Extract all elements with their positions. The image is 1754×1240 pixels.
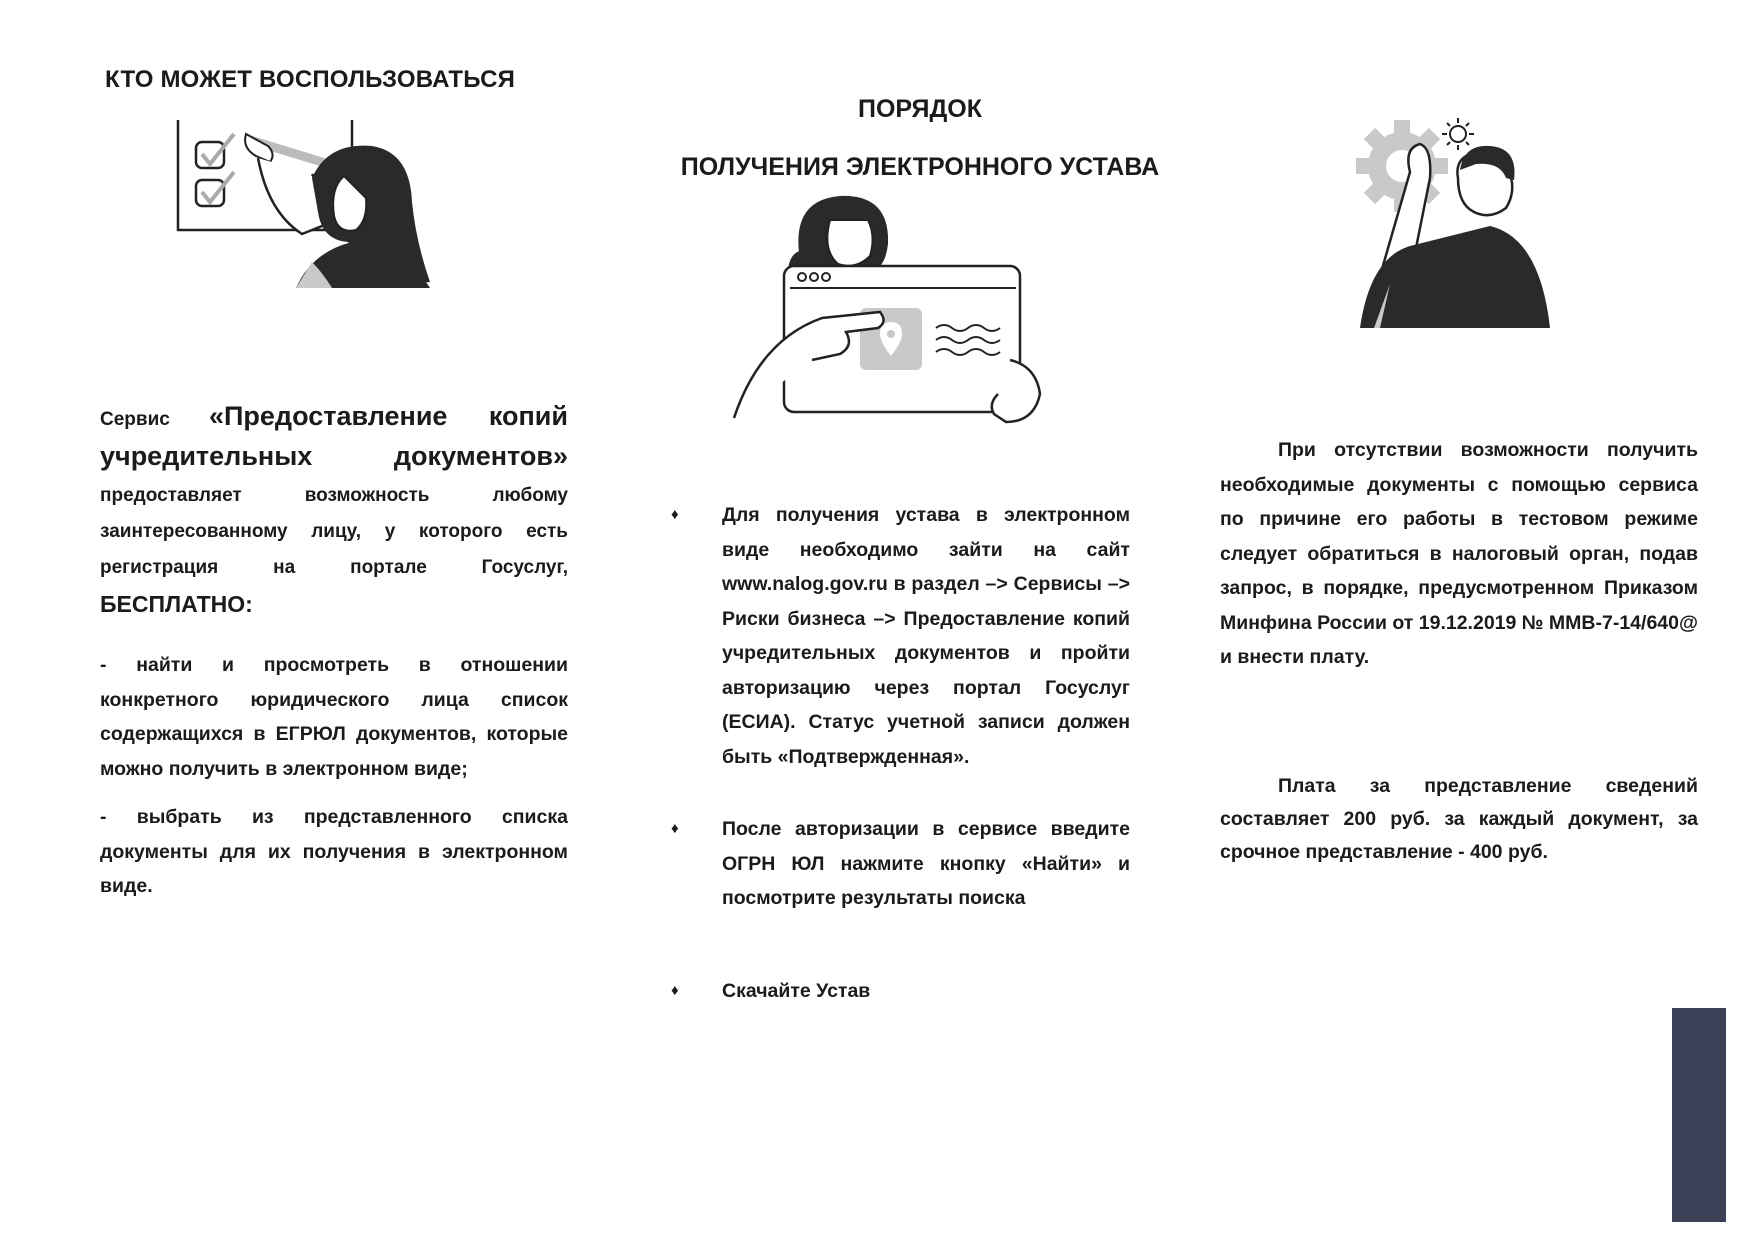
scan-edge-bar bbox=[1672, 1008, 1726, 1222]
checklist-woman-icon bbox=[172, 112, 462, 312]
diamond-bullet-icon: ♦ bbox=[671, 981, 679, 999]
service-body: предоставляет возможность любому заинтересованному лицу, у которого есть регистрация на портале Госуслуг, bbox=[100, 485, 568, 578]
left-column bbox=[100, 0, 568, 1240]
right-column bbox=[1220, 0, 1698, 1240]
service-word: Сервис bbox=[100, 409, 170, 430]
list-item bbox=[660, 498, 1130, 774]
step-text: После авторизации в сервисе введите ОГРН ЮЛ нажмите кнопку «Найти» и посмотрите результаты поиска bbox=[722, 818, 1130, 909]
man-gear-idea-icon bbox=[1350, 108, 1570, 328]
step-text: Для получения устава в электронном виде необходимо зайти на сайт www.nalog.gov.ru в раздел –> Сервисы –> Риски бизнеса –> Предоставление копий учредительных документов и пройти авторизацию через портал Госуслуг (ЕСИА). Статус учетной записи должен быть «Подтвержденная». bbox=[722, 504, 1130, 768]
who-can-use-heading: КТО МОЖЕТ ВОСПОЛЬЗОВАТЬСЯ bbox=[105, 66, 516, 93]
middle-column bbox=[660, 0, 1160, 1240]
diamond-bullet-icon: ♦ bbox=[671, 820, 679, 837]
service-description bbox=[100, 398, 568, 625]
procedure-heading: ПОРЯДОК ПОЛУЧЕНИЯ ЭЛЕКТРОННОГО УСТАВА bbox=[680, 95, 1160, 181]
step-text: Скачайте Устав bbox=[722, 979, 871, 1002]
list-item bbox=[660, 974, 1130, 1009]
list-item: - выбрать из представленного списка документы для их получения в электронном виде. bbox=[100, 806, 568, 897]
list-item: - найти и просмотреть в отношении конкретного юридического лица список содержащихся в ЕГРЮЛ документов, которые можно получить в электронном виде; bbox=[100, 654, 568, 780]
capabilities-list bbox=[100, 648, 568, 918]
list-item bbox=[660, 812, 1130, 916]
woman-map-tablet-icon bbox=[730, 190, 1070, 430]
service-name: «Предоставление копий учредительных документов» bbox=[100, 401, 568, 471]
fee-paragraph: Плата за представление сведений составляет 200 руб. за каждый документ, за срочное представление - 400 руб. bbox=[1220, 775, 1698, 863]
steps-list bbox=[660, 498, 1130, 1008]
offline-request-paragraph: При отсутствии возможности получить необходимые документы с помощью сервиса по причине его работы в тестовом режиме следует обратиться в налоговый орган, подав запрос, в порядке, предусмотренном Приказом Минфина России от 19.12.2019 № ММВ-7-14/640@ и внести плату. bbox=[1220, 439, 1698, 668]
diamond-bullet-icon: ♦ bbox=[671, 506, 679, 523]
free-label: БЕСПЛАТНО: bbox=[100, 591, 253, 617]
